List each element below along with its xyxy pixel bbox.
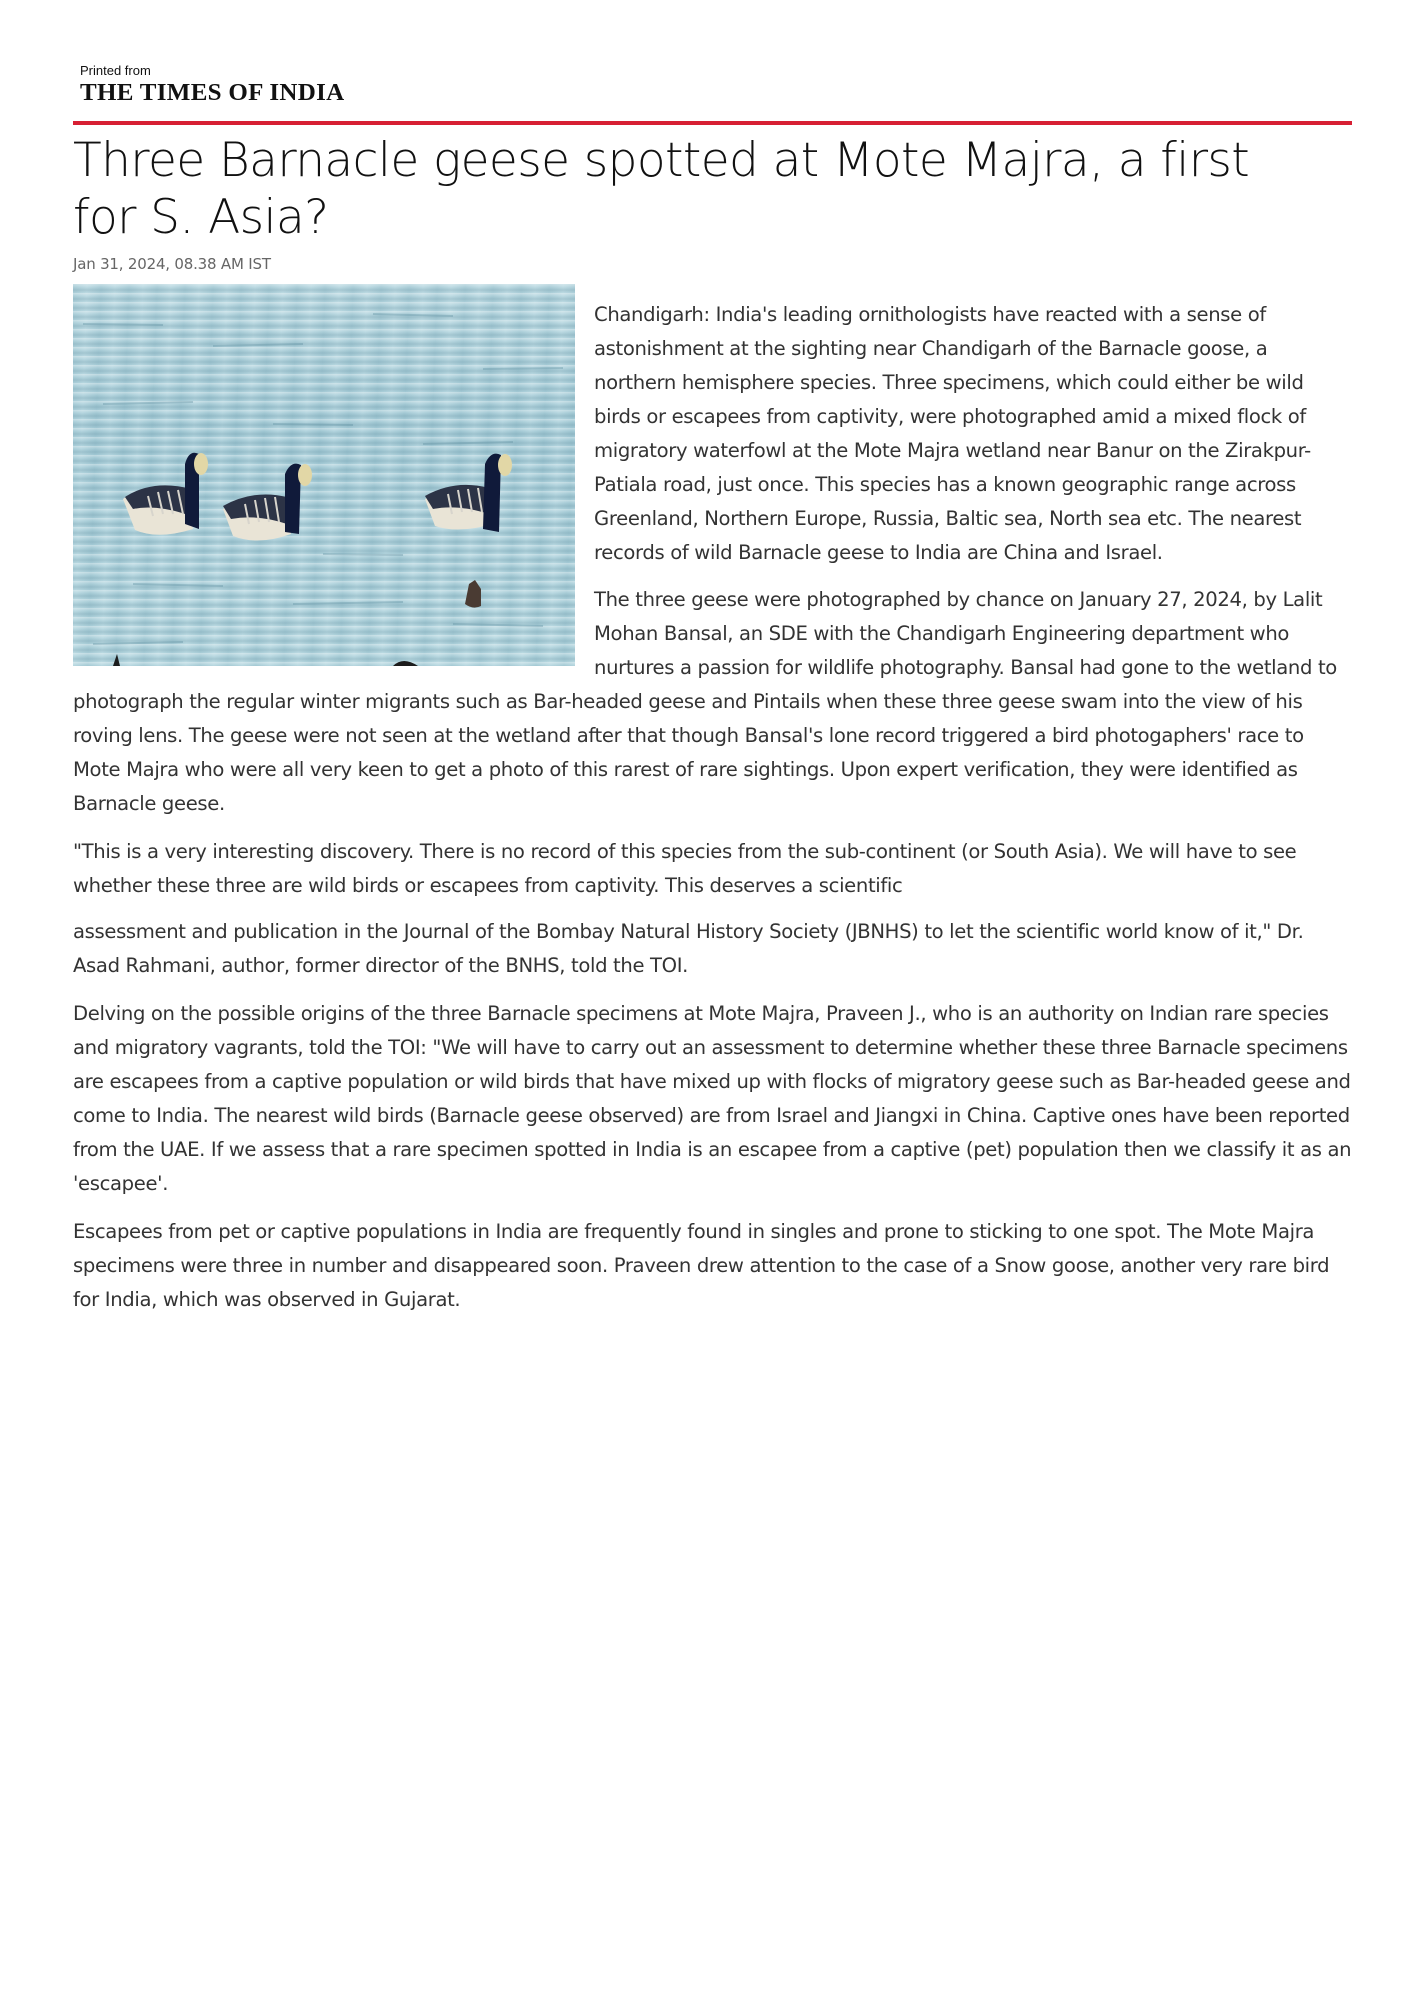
header-divider [73,121,1352,125]
photo-barnacle-geese-icon [73,284,575,666]
article-paragraph: assessment and publication in the Journal of the Bombay Natural History Society (JBNHS) to let the scientific world know of it," Dr. Asad Rahmani, author, former director of the BNHS, told the TOI. [73,920,1304,977]
article-dateline: Jan 31, 2024, 08.38 AM IST [73,255,271,273]
brand-logo: THE TIMES OF INDIA [80,80,345,106]
article-paragraph: Chandigarh: India's leading ornithologists have reacted with a sense of astonishment at the sighting near Chandigarh of the Barnacle goose, a northern hemisphere species. Three specimens, which could either be wild birds or escapees from captivity, were photographed amid a mixed flock of migratory waterfowl at the Mote Majra wetland near Banur on the Zirakpur-Patiala road, just once. This species has a known geographic range across Greenland, Northern Europe, Russia, Baltic sea, North sea etc. The nearest records of wild Barnacle geese to India are China and Israel. [594,303,1311,564]
article-paragraph: Delving on the possible origins of the three Barnacle specimens at Mote Majra, Praveen J., who is an authority on Indian rare species and migratory vagrants, told the TOI: "We will have to carry out an assessment to determine whether these three Barnacle specimens are escapees from a captive population or wild birds that have mixed up with flocks of migratory geese such as Bar-headed geese and come to India. The nearest wild birds (Barnacle geese observed) are from Israel and Jiangxi in China. Captive ones have been reported from the UAE. If we assess that a rare specimen spotted in India is an escapee from a captive (pet) population then we classify it as an 'escapee'. [73,1002,1352,1195]
article-headline: Three Barnacle geese spotted at Mote Majra, a first for S. Asia? [73,133,1250,245]
article-paragraph: The three geese were photographed by chance on January 27, 2024, by Lalit Mohan Bansal, an SDE with the Chandigarh Engineering department who nurtures a passion for wildlife photography. Bansal had gone to the wetland to photograph the regular winter migrants such as Bar-headed geese and Pintails when these three geese swam into the view of his roving lens. The geese were not seen at the wetland after that though Bansal's lone record triggered a bird photogaphers' race to Mote Majra who were all very keen to get a photo of this rarest of rare sightings. Upon expert verification, they were identified as Barnacle geese. [73,588,1337,815]
article-paragraph: Escapees from pet or captive populations in India are frequently found in singles and prone to sticking to one spot. The Mote Majra specimens were three in number and disappeared soon. Praveen drew attention to the case of a Snow goose, another very rare bird for India, which was observed in Gujarat. [73,1220,1330,1311]
printed-from-label: Printed from [80,63,151,78]
article-body [73,284,1353,1331]
article-paragraph: "This is a very interesting discovery. There is no record of this species from the sub-continent (or South Asia). We will have to see whether these three are wild birds or escapees from captivity. This deserves a scientific [73,840,1297,897]
masthead [80,64,344,108]
